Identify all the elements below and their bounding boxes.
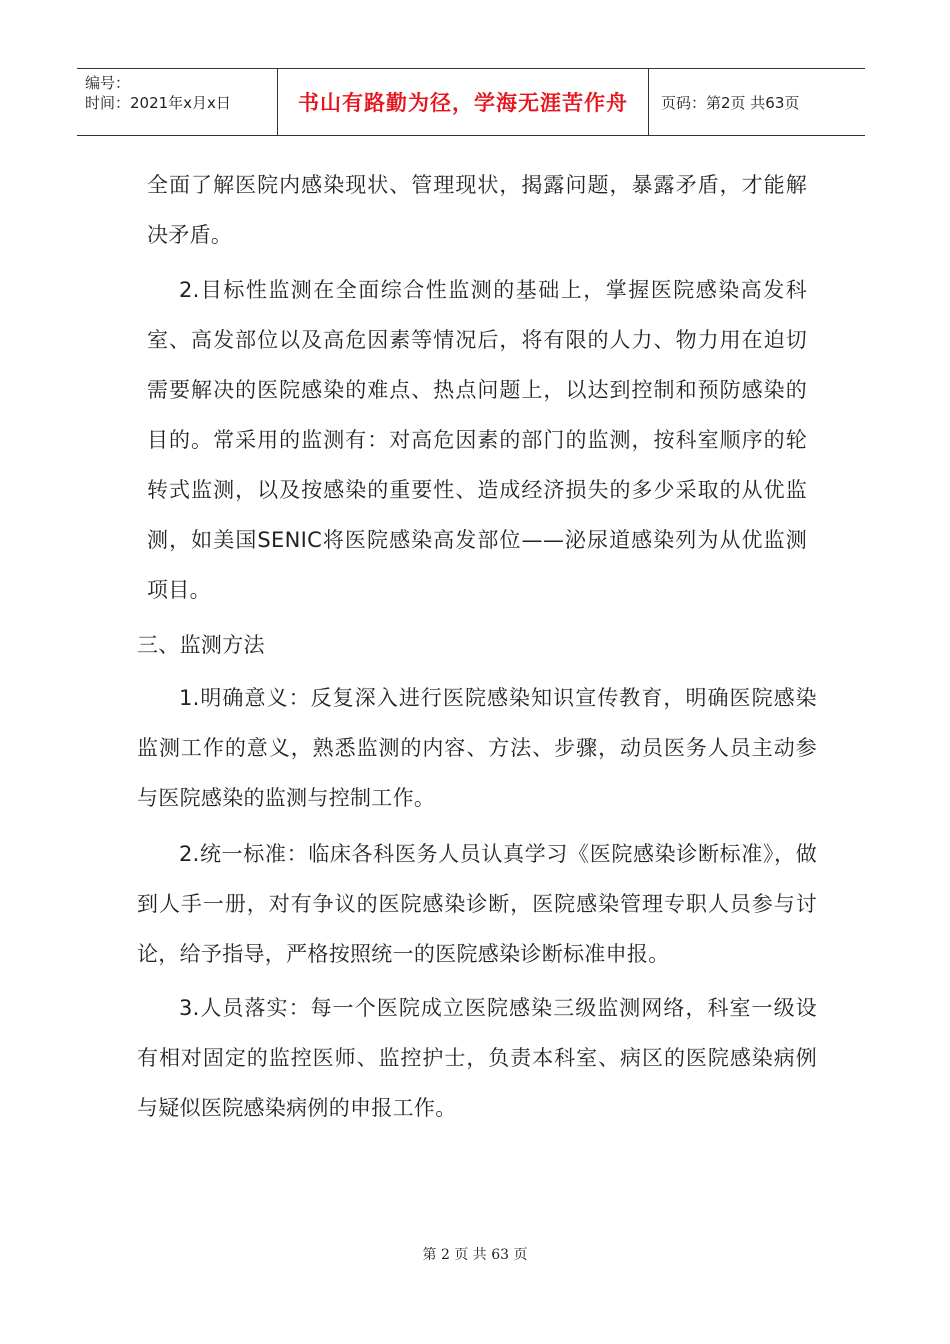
header-meta (77, 69, 277, 135)
section-heading-monitoring-methods: 三、监测方法 (137, 633, 265, 657)
paragraph-continued: 全面了解医院内感染现状、管理现状，揭露问题，暴露矛盾，才能解决矛盾。 (147, 173, 807, 247)
page-header (77, 68, 865, 136)
header-motto-cell (277, 69, 649, 135)
paragraph-clarify-meaning: 1.明确意义：反复深入进行医院感染知识宣传教育，明确医院感染监测工作的意义，熟悉监测的内容、方法、步骤，动员医务人员主动参与医院感染的监测与控制工作。 (137, 686, 817, 810)
paragraph-staff-assignment: 3.人员落实：每一个医院成立医院感染三级监测网络，科室一级设有相对固定的监控医师、监控护士，负责本科室、病区的医院感染病例与疑似医院感染病例的申报工作。 (137, 996, 817, 1120)
header-motto: 书山有路勤为径，学海无涯苦作舟 (298, 91, 628, 115)
paragraph-unified-standard: 2.统一标准：临床各科医务人员认真学习《医院感染诊断标准》，做到人手一册，对有争议的医院感染诊断，医院感染管理专职人员参与讨论，给予指导，严格按照统一的医院感染诊断标准申报。 (137, 842, 817, 966)
document-date: 时间：2021年x月x日 (85, 94, 231, 112)
page-footer: 第 2 页 共 63 页 (422, 1247, 528, 1263)
header-page-info: 页码：第2页 共63页 (661, 93, 800, 112)
paragraph-targeted-monitoring: 2.目标性监测在全面综合性监测的基础上，掌握医院感染高发科室、高发部位以及高危因素等情况后，将有限的人力、物力用在迫切需要解决的医院感染的难点、热点问题上，以达到控制和预防感染的目的。常采用的监测有：对高危因素的部门的监测，按科室顺序的轮转式监测，以及按感染的重要性、造成经济损失的多少采取的从优监测，如美国SENIC将医院感染高发部位——泌尿道感染列为从优监测项目。 (147, 278, 807, 602)
header-page-cell (649, 69, 865, 135)
document-number-label: 编号： (85, 74, 131, 92)
